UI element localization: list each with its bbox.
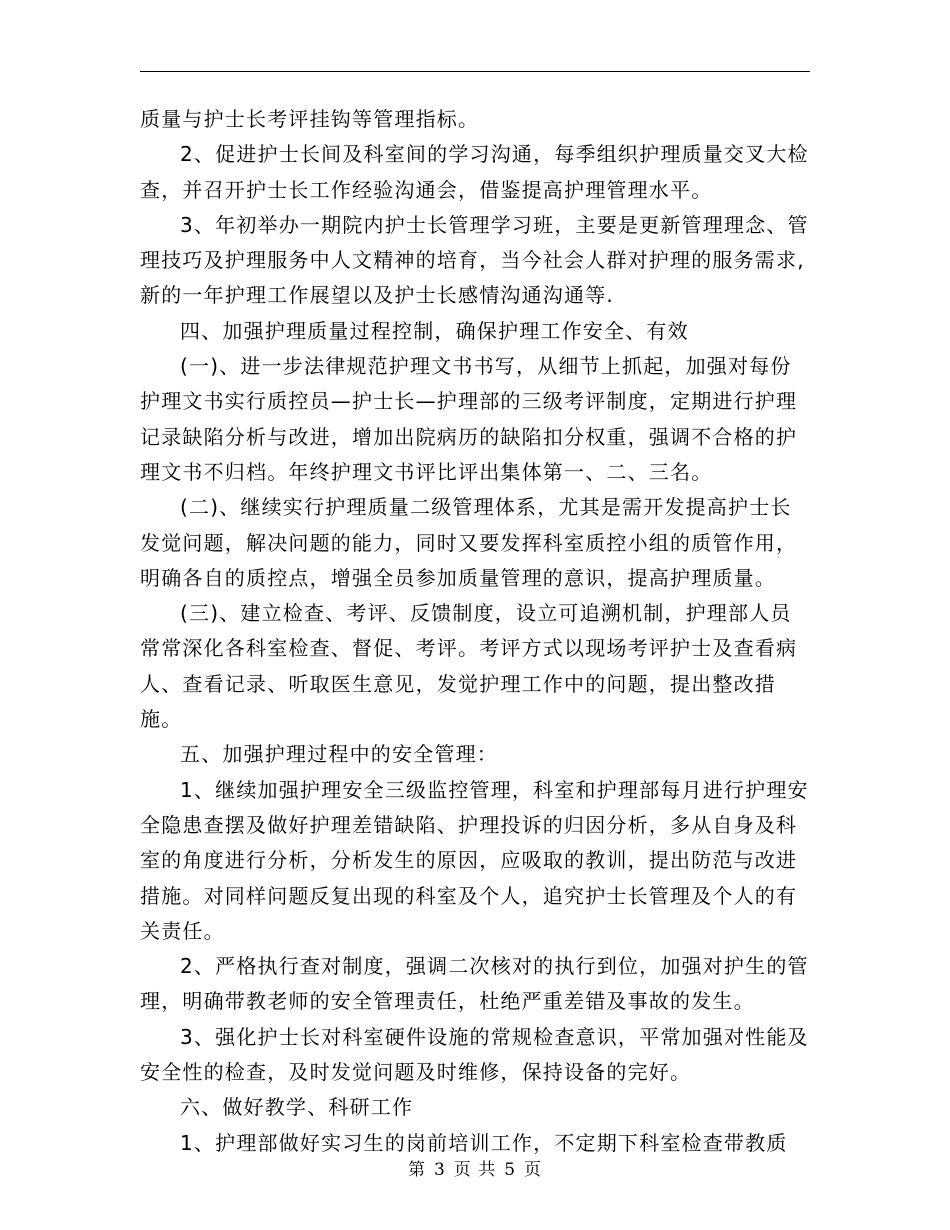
paragraph: (二)、继续实行护理质量二级管理体系，尤其是需开发提高护士长发觉问题，解决问题的能力，同时又要发挥科室质控小组的质管作用，明确各自的质控点，增强全员参加质量管理的意识，提高护理质量。 [140, 495, 798, 590]
document-body [140, 102, 810, 1161]
paragraph: 3、年初举办一期院内护士长管理学习班，主要是更新管理理念、管理技巧及护理服务中人文精神的培育，当今社会人群对护理的服务需求,新的一年护理工作展望以及护士长感情沟通沟通等. [140, 212, 809, 308]
header-rule [140, 71, 810, 72]
section-heading: 六、做好教学、科研工作 [180, 1095, 414, 1120]
footer-suffix: 页 [524, 1160, 543, 1180]
paragraph: 3、强化护士长对科室硬件设施的常规检查意识，平常加强对性能及安全性的检查，及时发觉问题及时维修，保持设备的完好。 [140, 1024, 809, 1085]
paragraph: 2、严格执行查对制度，强调二次核对的执行到位，加强对护生的管理，明确带教老师的安全管理责任，杜绝严重差错及事故的发生。 [140, 954, 809, 1014]
page-footer [0, 1155, 950, 1180]
footer-middle: 页 共 [453, 1160, 497, 1180]
paragraph: 1、继续加强护理安全三级监控管理，科室和护理部每月进行护理安全隐患查摆及做好护理差错缺陷、护理投诉的归因分析，多从自身及科室的角度进行分析，分析发生的原因，应吸取的教训，提出防范与改进措施。对同样问题反复出现的科室及个人，追究护士长管理及个人的有关责任。 [140, 777, 809, 943]
paragraph: 1、护理部做好实习生的岗前培训工作，不定期下科室检查带教质 [180, 1130, 788, 1155]
paragraph: (一)、进一步法律规范护理文书书写，从细节上抓起，加强对每份护理文书实行质控员—护士长—护理部的三级考评制度，定期进行护理记录缺陷分析与改进，增加出院病历的缺陷扣分权重，强调不合格的护理文书不归档。年终护理文书评比评出集体第一、二、三名。 [140, 354, 798, 484]
footer-prefix: 第 [407, 1160, 426, 1180]
paragraph: 2、促进护士长间及科室间的学习沟通，每季组织护理质量交叉大检查，并召开护士长工作经验沟通会，借鉴提高护理管理水平。 [140, 142, 809, 202]
paragraph: 质量与护士长考评挂钩等管理指标。 [140, 107, 480, 131]
page-number: 3 [433, 1160, 446, 1180]
section-heading: 四、加强护理质量过程控制，确保护理工作安全、有效 [180, 318, 689, 343]
paragraph: (三)、建立检查、考评、反馈制度，设立可追溯机制，护理部人员常常深化各科室检查、督促、考评。考评方式以现场考评护士及查看病人、查看记录、听取医生意见，发觉护理工作中的问题，提出整改措施。 [140, 601, 798, 732]
page-total: 5 [504, 1160, 517, 1180]
section-heading: 五、加强护理过程中的安全管理： [180, 742, 498, 767]
